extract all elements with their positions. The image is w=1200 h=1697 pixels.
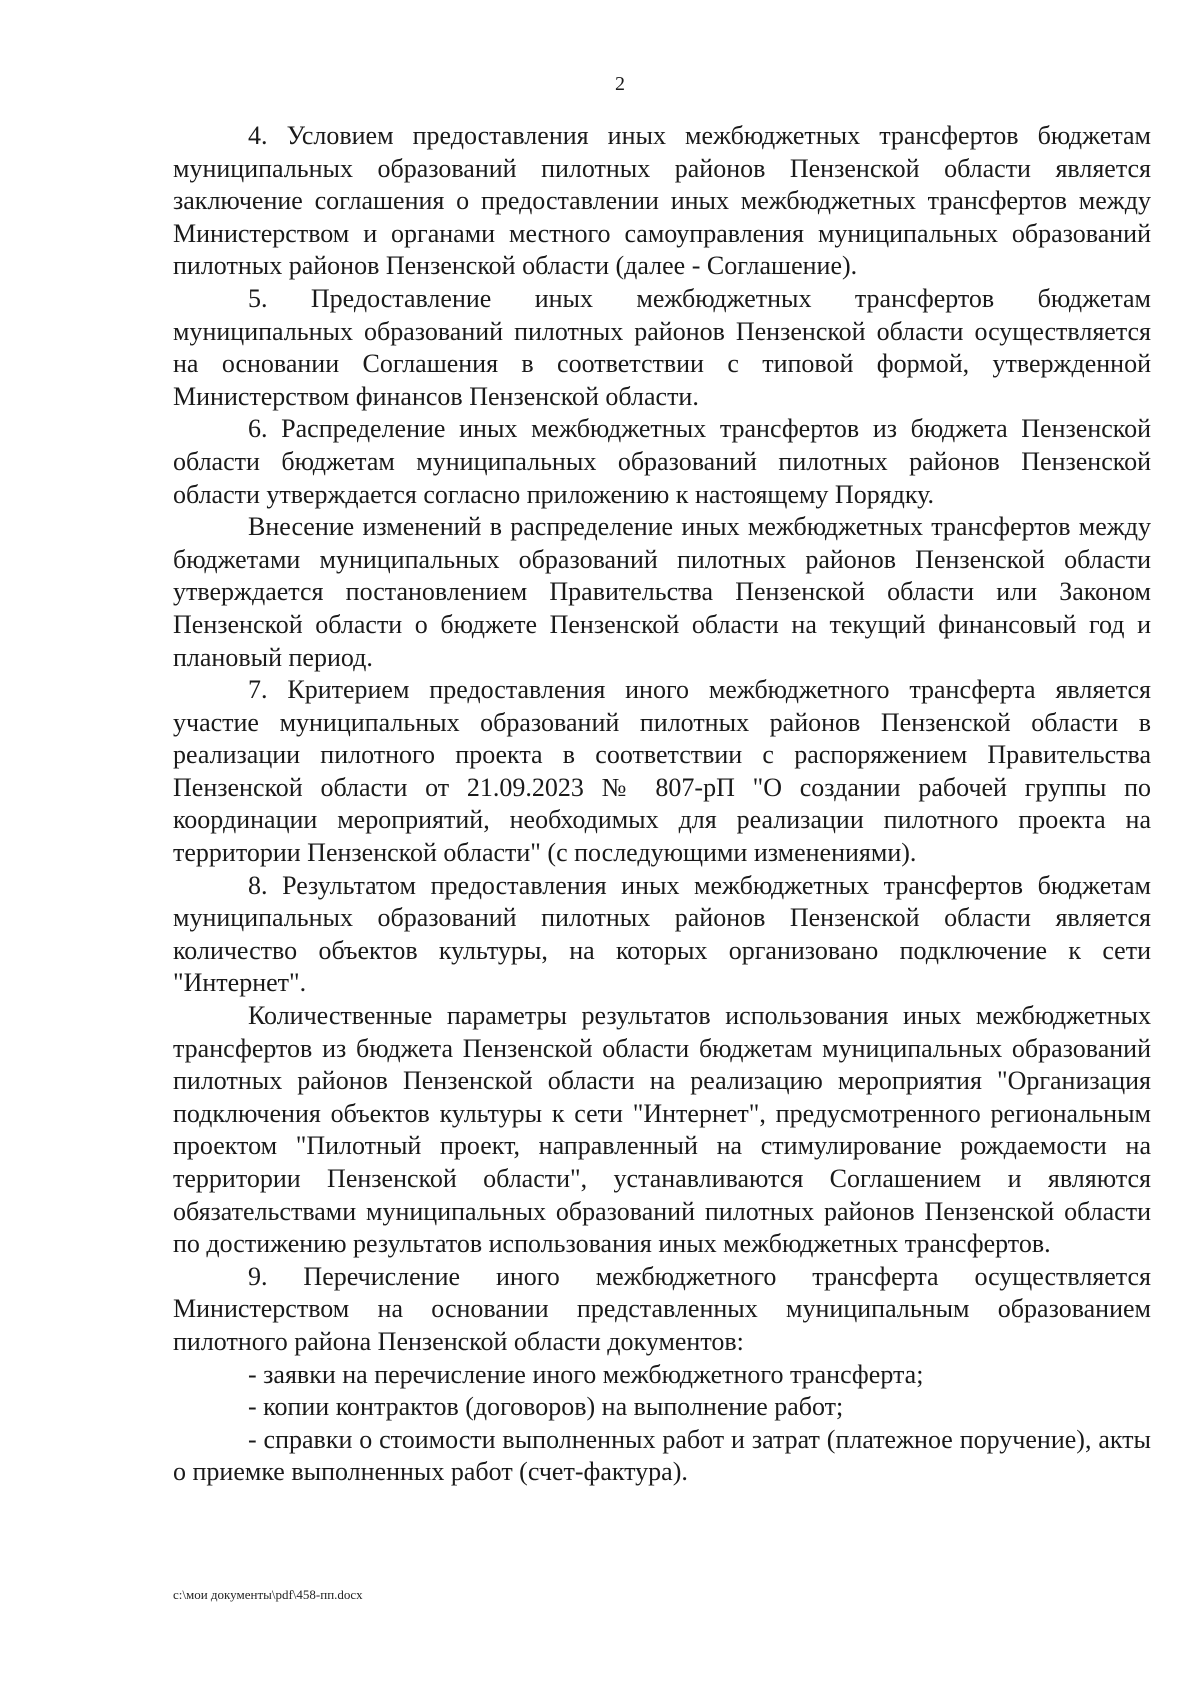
document-body bbox=[173, 120, 1151, 1489]
paragraph-clause-4: 4. Условием предоставления иных межбюджетных трансфертов бюджетам муниципальных образований пилотных районов Пензенской области является заключение соглашения о предоставлении иных межбюджетных трансфертов между Министерством и органами местного самоуправления муниципальных образований пилотных районов Пензенской области (далее - Соглашение). bbox=[173, 121, 1151, 281]
list-item-certificates: - справки о стоимости выполненных работ и затрат (платежное поручение), акты о приемке выполненных работ (счет-фактура). bbox=[173, 1424, 1151, 1487]
paragraph-clause-9: 9. Перечисление иного межбюджетного трансферта осуществляется Министерством на основании представленных муниципальным образованием пилотного района Пензенской области документов: bbox=[173, 1261, 1151, 1356]
paragraph-clause-7: 7. Критерием предоставления иного межбюджетного трансферта является участие муниципальных образований пилотных районов Пензенской области в реализации пилотного проекта в соответствии с распоряжением Правительства Пензенской области от 21.09.2023 № 807-рП "О создании рабочей группы по координации мероприятий, необходимых для реализации пилотного проекта на территории Пензенской области" (с последующими изменениями). bbox=[173, 675, 1151, 868]
paragraph-clause-8-parameters: Количественные параметры результатов использования иных межбюджетных трансфертов из бюджета Пензенской области бюджетам муниципальных образований пилотных районов Пензенской области на реализацию мероприятия "Организация подключения объектов культуры к сети "Интернет", предусмотренного региональным проектом "Пилотный проект, направленный на стимулирование рождаемости на территории Пензенской области", устанавливаются Соглашением и являются обязательствами муниципальных образований пилотных районов Пензенской области по достижению результатов использования иных межбюджетных трансфертов. bbox=[173, 1001, 1151, 1259]
paragraph-clause-5: 5. Предоставление иных межбюджетных трансфертов бюджетам муниципальных образований пилотных районов Пензенской области осуществляется на основании Соглашения в соответствии с типовой формой, утвержденной Министерством финансов Пензенской области. bbox=[173, 283, 1151, 411]
paragraph-clause-6: 6. Распределение иных межбюджетных трансфертов из бюджета Пензенской области бюджетам муниципальных образований пилотных районов Пензенской области утверждается согласно приложению к настоящему Порядку. bbox=[173, 414, 1151, 509]
paragraph-clause-6-amendments: Внесение изменений в распределение иных межбюджетных трансфертов между бюджетами муниципальных образований пилотных районов Пензенской области утверждается постановлением Правительства Пензенской области или Законом Пензенской области о бюджете Пензенской области на текущий финансовый год и плановый период. bbox=[173, 512, 1151, 672]
page-number: 2 bbox=[615, 73, 625, 95]
footer-file-path: c:\мои документы\pdf\458-пп.docx bbox=[173, 1587, 363, 1602]
paragraph-clause-8: 8. Результатом предоставления иных межбюджетных трансфертов бюджетам муниципальных образований пилотных районов Пензенской области является количество объектов культуры, на которых организовано подключение к сети "Интернет". bbox=[173, 870, 1151, 998]
list-item-applications: - заявки на перечисление иного межбюджетного трансферта; bbox=[248, 1359, 924, 1389]
list-item-contracts: - копии контрактов (договоров) на выполнение работ; bbox=[248, 1392, 844, 1422]
